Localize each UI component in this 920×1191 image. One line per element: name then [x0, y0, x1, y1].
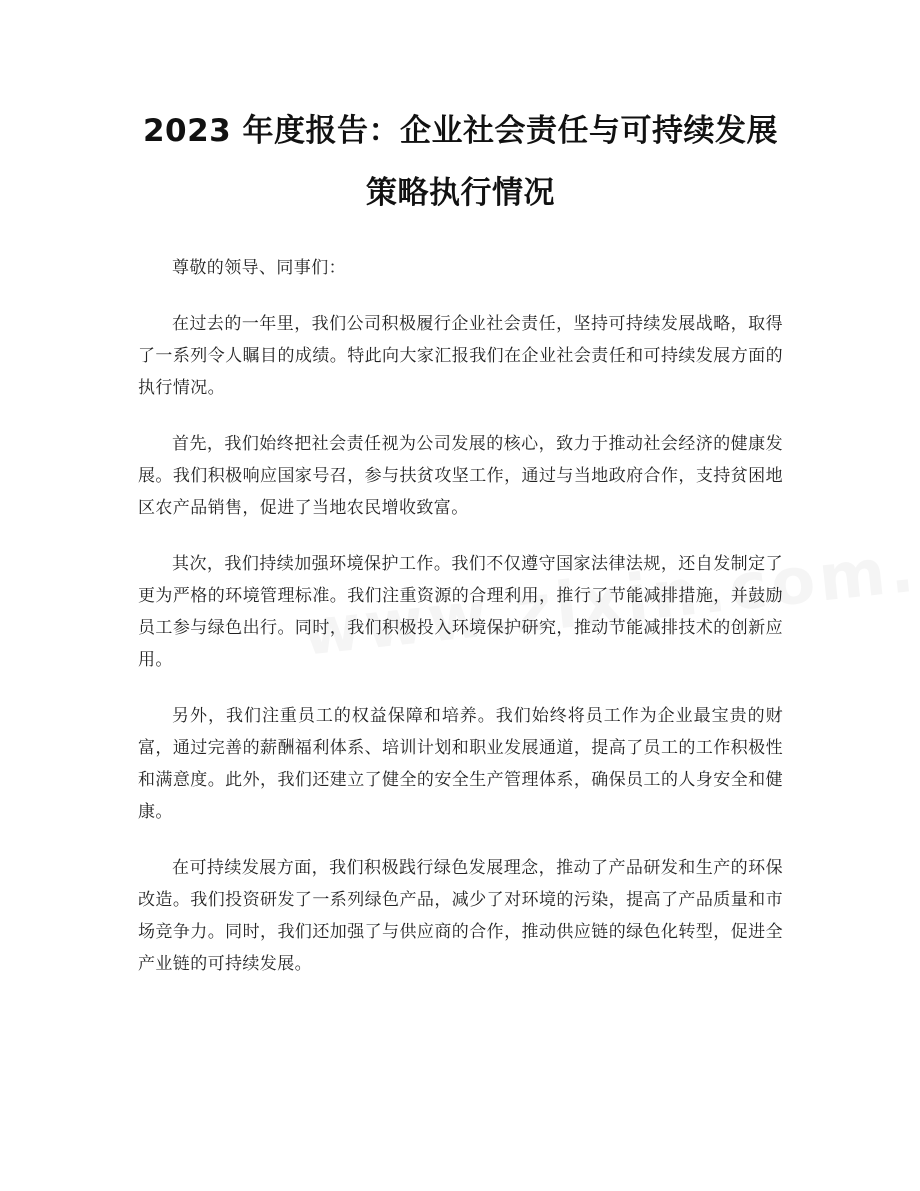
- paragraph-social-responsibility: 首先，我们始终把社会责任视为公司发展的核心，致力于推动社会经济的健康发展。我们积极响应国家号召，参与扶贫攻坚工作，通过与当地政府合作，支持贫困地区农产品销售，促进了当地农民增收致富。: [138, 434, 783, 518]
- paragraph-intro: 在过去的一年里，我们公司积极履行企业社会责任，坚持可持续发展战略，取得了一系列令人瞩目的成绩。特此向大家汇报我们在企业社会责任和可持续发展方面的执行情况。: [138, 314, 783, 398]
- paragraph-employees: 另外，我们注重员工的权益保障和培养。我们始终将员工作为企业最宝贵的财富，通过完善的薪酬福利体系、培训计划和职业发展通道，提高了员工的工作积极性和满意度。此外，我们还建立了健全的安全生产管理体系，确保员工的人身安全和健康。: [138, 706, 783, 822]
- document-title: [138, 100, 783, 224]
- paragraph-sustainability: 在可持续发展方面，我们积极践行绿色发展理念，推动了产品研发和生产的环保改造。我们投资研发了一系列绿色产品，减少了对环境的污染，提高了产品质量和市场竞争力。同时，我们还加强了与供应商的合作，推动供应链的绿色化转型，促进全产业链的可持续发展。: [138, 858, 783, 974]
- paragraph-environment: 其次，我们持续加强环境保护工作。我们不仅遵守国家法律法规，还自发制定了更为严格的环境管理标准。我们注重资源的合理利用，推行了节能减排措施，并鼓励员工参与绿色出行。同时，我们积极投入环境保护研究，推动节能减排技术的创新应用。: [138, 554, 783, 670]
- salutation: 尊敬的领导、同事们：: [172, 258, 346, 278]
- document-body: [138, 252, 783, 980]
- title-line-1: 2023 年度报告：企业社会责任与可持续发展: [142, 113, 779, 149]
- title-line-2: 策略执行情况: [366, 175, 555, 211]
